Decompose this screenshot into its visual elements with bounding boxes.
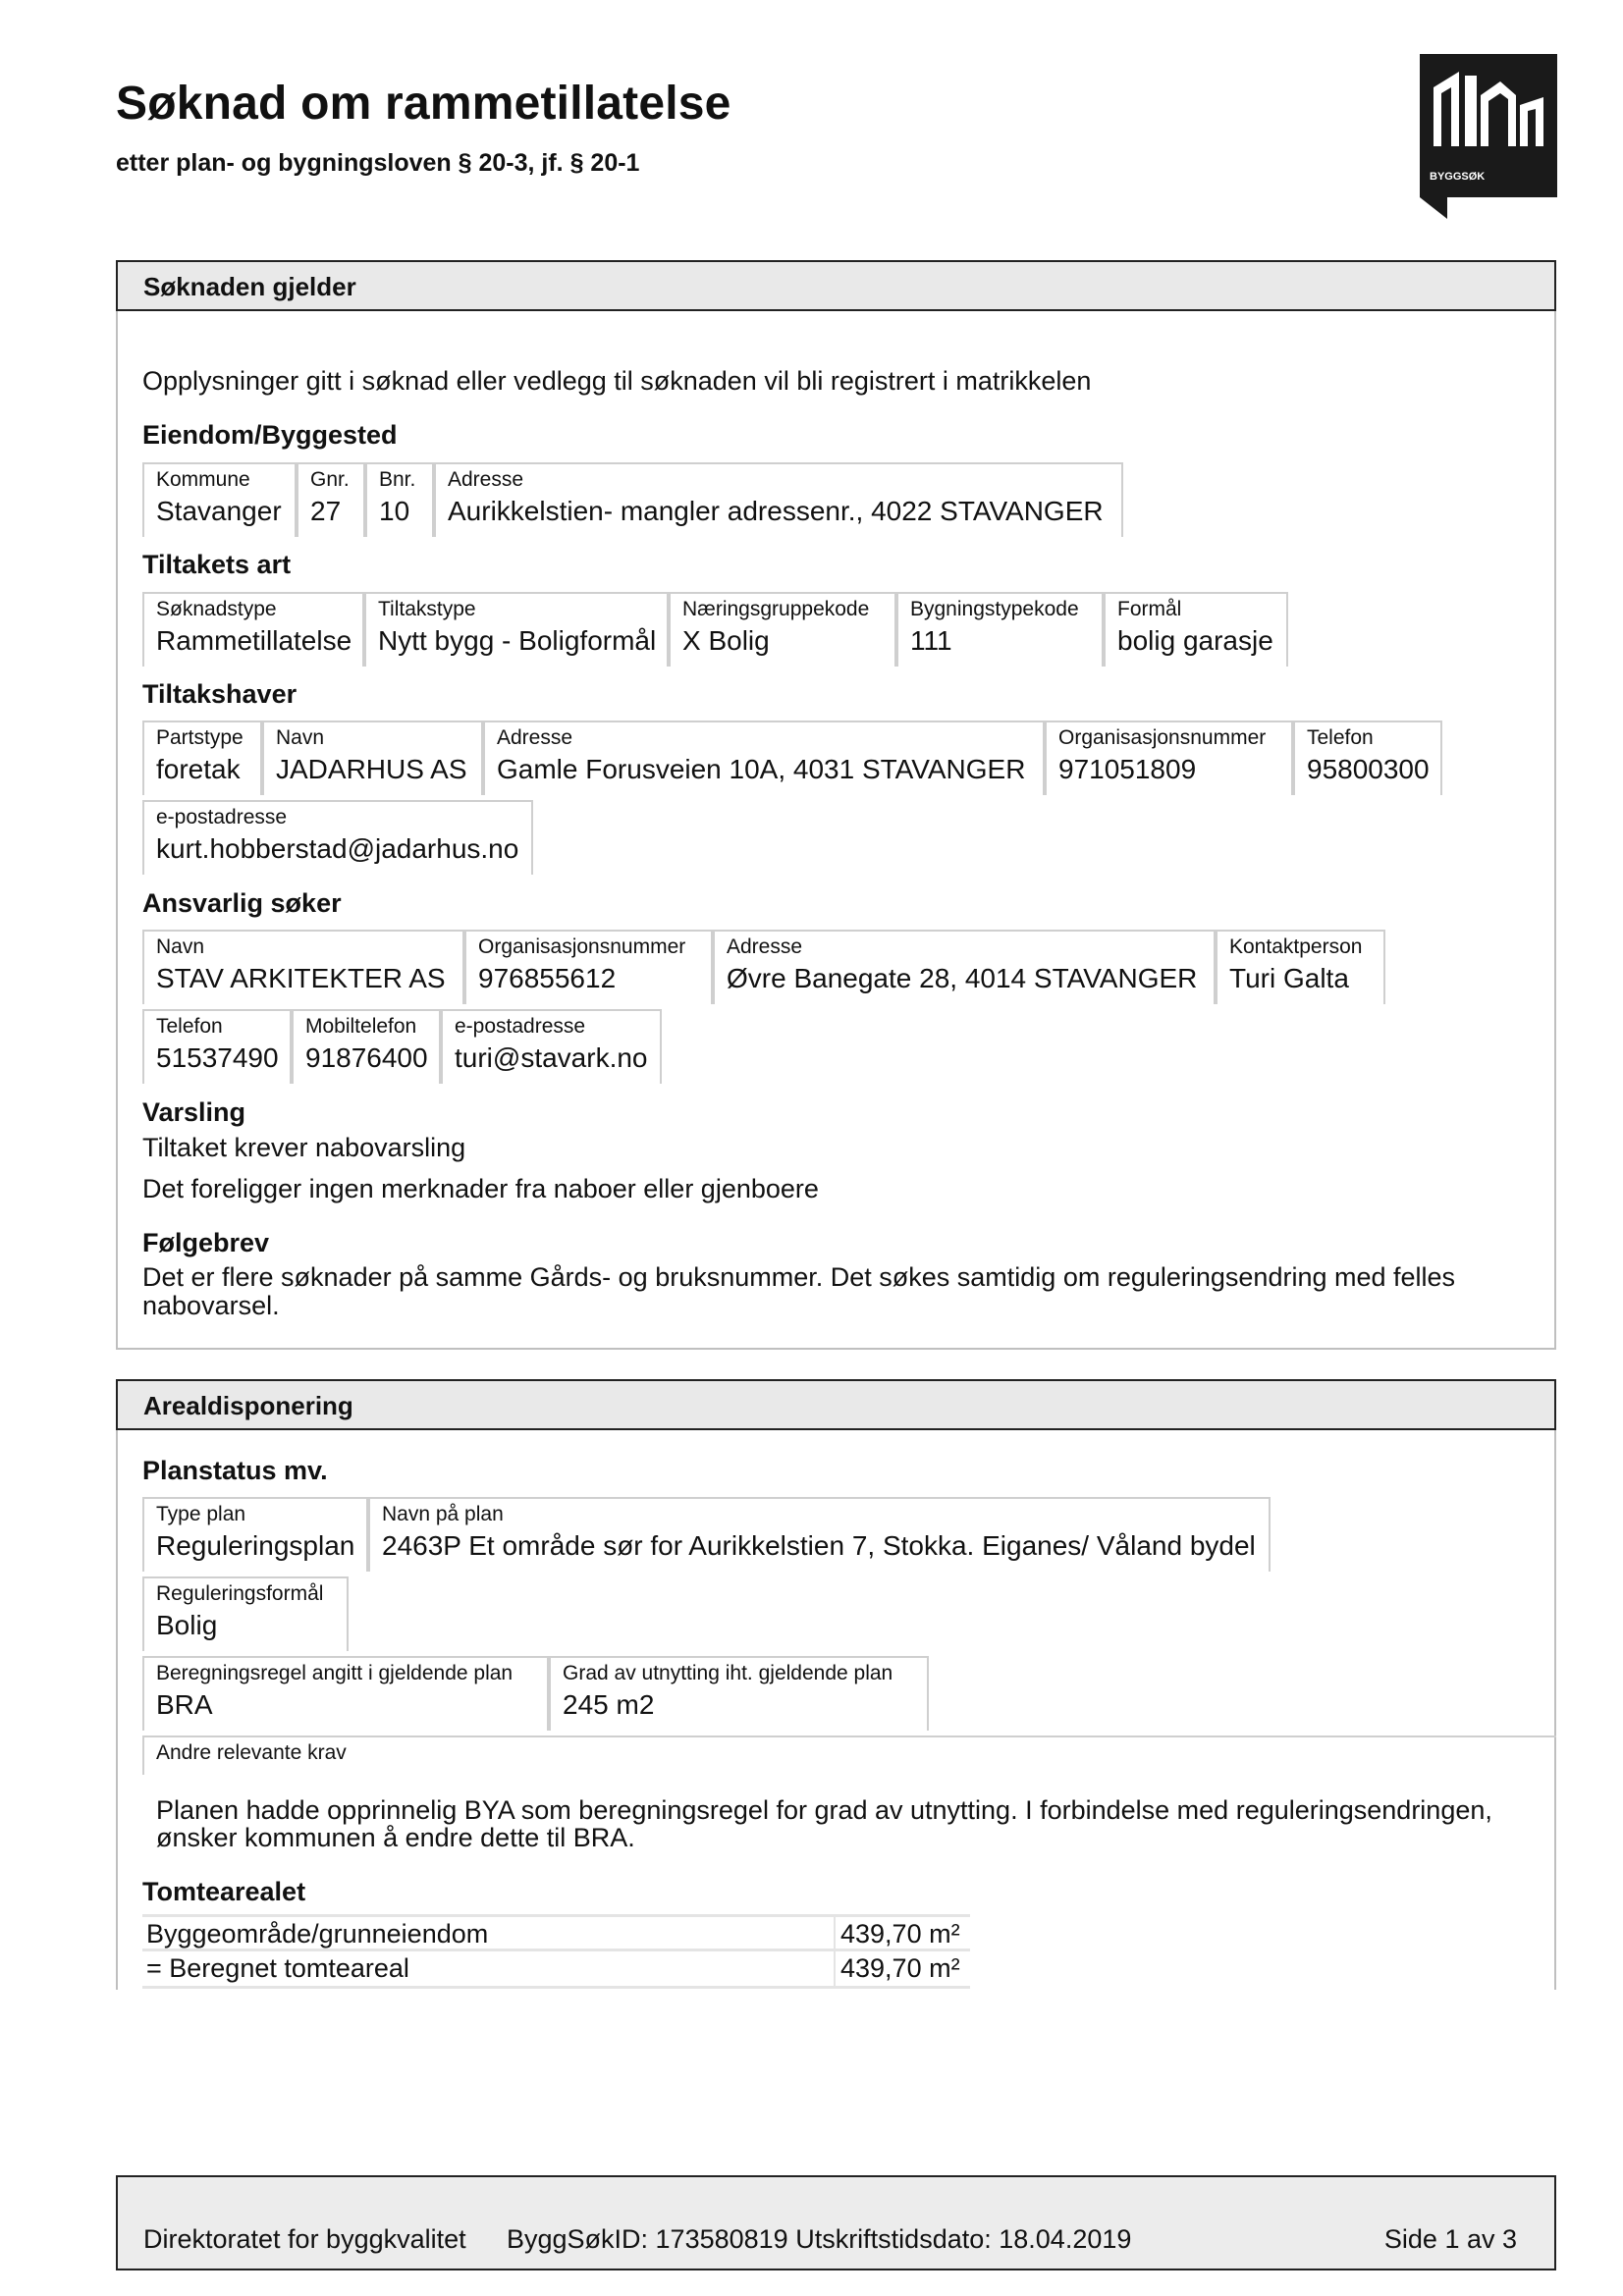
table-row <box>142 1914 970 1951</box>
tomteareal-row-label: Byggeområde/grunneiendom <box>146 1919 489 1949</box>
folgebrev-line2: nabovarsel. <box>142 1291 280 1320</box>
tiltakshaver-orgnr-value: 971051809 <box>1058 754 1197 784</box>
reguleringsformal-value: Bolig <box>156 1610 218 1640</box>
eiendom-adresse-value: Aurikkelstien- mangler adressenr., 4022 STAVANGER <box>448 496 1104 526</box>
tomteareal-heading: Tomtearealet <box>142 1877 306 1906</box>
ansvarlig-navn-label: Navn <box>156 935 205 958</box>
beregningsregel-value: BRA <box>156 1689 213 1720</box>
field-soknadstype <box>142 592 364 667</box>
formal-label: Formål <box>1117 598 1182 620</box>
column-divider <box>834 1951 836 1989</box>
field-partstype <box>142 721 262 795</box>
field-ansvarlig-orgnr <box>464 930 713 1004</box>
field-ansvarlig-adresse <box>713 930 1216 1004</box>
document-subtitle: etter plan- og bygningsloven § 20-3, jf. § 20-1 <box>116 149 640 177</box>
reguleringsformal-label: Reguleringsformål <box>156 1582 324 1605</box>
gnr-value: 27 <box>310 496 342 526</box>
bnr-label: Bnr. <box>379 468 416 491</box>
folgebrev-heading: Følgebrev <box>142 1228 270 1257</box>
andre-krav-label: Andre relevante krav <box>156 1741 347 1764</box>
varsling-line1: Tiltaket krever nabovarsling <box>142 1133 466 1162</box>
tiltakshaver-navn-label: Navn <box>276 726 325 749</box>
type-plan-label: Type plan <box>156 1503 246 1525</box>
tiltakshaver-navn-value: JADARHUS AS <box>276 754 467 784</box>
field-andre-krav <box>142 1735 1556 1775</box>
footer-page-number: Side 1 av 3 <box>1383 2224 1517 2254</box>
beregningsregel-label: Beregningsregel angitt i gjeldende plan <box>156 1662 514 1684</box>
byggsok-logo <box>1420 54 1557 221</box>
field-navn-plan <box>368 1497 1271 1572</box>
ansvarlig-epost-value: turi@stavark.no <box>455 1042 648 1073</box>
field-gnr <box>297 462 365 537</box>
logo-text: BYGGSØK <box>1430 171 1486 183</box>
tiltakshaver-orgnr-label: Organisasjonsnummer <box>1058 726 1267 749</box>
eiendom-adresse-label: Adresse <box>448 468 524 491</box>
matrikkel-intro: Opplysninger gitt i søknad eller vedlegg til søknaden vil bli registrert i matrikkelen <box>142 366 1092 396</box>
varsling-heading: Varsling <box>142 1097 246 1127</box>
andre-krav-line1: Planen hadde opprinnelig BYA som beregningsregel for grad av utnytting. I forbindelse med reguleringsendringen, <box>156 1795 1492 1825</box>
kontaktperson-label: Kontaktperson <box>1229 935 1363 958</box>
bygningstypekode-value: 111 <box>910 625 952 656</box>
field-eiendom-adresse <box>434 462 1123 537</box>
field-type-plan <box>142 1497 368 1572</box>
ansvarlig-telefon-label: Telefon <box>156 1015 223 1038</box>
ansvarlig-orgnr-label: Organisasjonsnummer <box>478 935 686 958</box>
field-tiltakshaver-navn <box>262 721 483 795</box>
tiltakshaver-epost-value: kurt.hobberstad@jadarhus.no <box>156 833 519 864</box>
folgebrev-line1: Det er flere søknader på samme Gårds- og bruksnummer. Det søkes samtidig om reguleringsendring med felles <box>142 1262 1456 1292</box>
tiltakshaver-heading: Tiltakshaver <box>142 679 298 709</box>
field-grad-utnytting <box>549 1656 929 1731</box>
footer-byggsok-id: ByggSøkID: 173580819 Utskriftstidsdato: 18.04.2019 <box>507 2224 1132 2254</box>
footer-organization: Direktoratet for byggkvalitet <box>143 2224 466 2254</box>
bygningstypekode-label: Bygningstypekode <box>910 598 1079 620</box>
field-ansvarlig-epost <box>441 1009 662 1084</box>
tiltak-heading: Tiltakets art <box>142 550 292 579</box>
field-mobiltelefon <box>292 1009 441 1084</box>
bnr-value: 10 <box>379 496 410 526</box>
tiltakstype-label: Tiltakstype <box>378 598 476 620</box>
field-ansvarlig-navn <box>142 930 464 1004</box>
field-reguleringsformal <box>142 1576 349 1651</box>
tomteareal-row-value: 439,70 m² <box>840 1919 960 1949</box>
field-tiltakshaver-adresse <box>483 721 1045 795</box>
grad-utnytting-value: 245 m2 <box>563 1689 655 1720</box>
document-title: Søknad om rammetillatelse <box>116 78 731 130</box>
eiendom-heading: Eiendom/Byggested <box>142 420 398 450</box>
field-kontaktperson <box>1216 930 1385 1004</box>
ansvarlig-orgnr-value: 976855612 <box>478 963 617 993</box>
navn-plan-value: 2463P Et område sør for Aurikkelstien 7, Stokka. Eiganes/ Våland bydel <box>382 1530 1256 1561</box>
tomteareal-row-label: = Beregnet tomteareal <box>146 1953 409 1983</box>
kommune-label: Kommune <box>156 468 250 491</box>
gnr-label: Gnr. <box>310 468 350 491</box>
field-tiltakshaver-epost <box>142 800 533 875</box>
soknadstype-value: Rammetillatelse <box>156 625 352 656</box>
ansvarlig-telefon-value: 51537490 <box>156 1042 279 1073</box>
ansvarlig-heading: Ansvarlig søker <box>142 888 342 918</box>
tiltakshaver-adresse-value: Gamle Forusveien 10A, 4031 STAVANGER <box>497 754 1026 784</box>
field-tiltakshaver-orgnr <box>1045 721 1293 795</box>
field-bygningstypekode <box>896 592 1104 667</box>
page-footer <box>116 2175 1556 2270</box>
ansvarlig-adresse-value: Øvre Banegate 28, 4014 STAVANGER <box>727 963 1198 993</box>
tiltakshaver-adresse-label: Adresse <box>497 726 573 749</box>
field-tiltakstype <box>364 592 669 667</box>
kontaktperson-value: Turi Galta <box>1229 963 1349 993</box>
partstype-label: Partstype <box>156 726 243 749</box>
andre-krav-line2: ønsker kommunen å endre dette til BRA. <box>156 1823 635 1852</box>
column-divider <box>834 1917 836 1954</box>
field-beregningsregel <box>142 1656 549 1731</box>
field-formal <box>1104 592 1288 667</box>
table-row <box>142 1951 970 1989</box>
navn-plan-label: Navn på plan <box>382 1503 504 1525</box>
soknadstype-label: Søknadstype <box>156 598 277 620</box>
formal-value: bolig garasje <box>1117 625 1273 656</box>
mobiltelefon-value: 91876400 <box>305 1042 428 1073</box>
field-kommune <box>142 462 297 537</box>
planstatus-heading: Planstatus mv. <box>142 1456 328 1485</box>
grad-utnytting-label: Grad av utnytting iht. gjeldende plan <box>563 1662 893 1684</box>
field-tiltakshaver-telefon <box>1293 721 1442 795</box>
tiltakshaver-epost-label: e-postadresse <box>156 806 288 828</box>
field-bnr <box>365 462 434 537</box>
varsling-line2: Det foreligger ingen merknader fra naboer eller gjenboere <box>142 1174 819 1203</box>
section-soknaden-header: Søknaden gjelder <box>116 260 1556 311</box>
ansvarlig-epost-label: e-postadresse <box>455 1015 586 1038</box>
field-ansvarlig-telefon <box>142 1009 292 1084</box>
tiltakshaver-telefon-value: 95800300 <box>1307 754 1430 784</box>
kommune-value: Stavanger <box>156 496 282 526</box>
field-naeringsgruppekode <box>669 592 896 667</box>
tiltakstype-value: Nytt bygg - Boligformål <box>378 625 657 656</box>
type-plan-value: Reguleringsplan <box>156 1530 355 1561</box>
tomteareal-row-value: 439,70 m² <box>840 1953 960 1983</box>
naeringsgruppekode-label: Næringsgruppekode <box>682 598 870 620</box>
tiltakshaver-telefon-label: Telefon <box>1307 726 1374 749</box>
mobiltelefon-label: Mobiltelefon <box>305 1015 417 1038</box>
ansvarlig-adresse-label: Adresse <box>727 935 803 958</box>
section-areal-header: Arealdisponering <box>116 1379 1556 1430</box>
naeringsgruppekode-value: X Bolig <box>682 625 770 656</box>
ansvarlig-navn-value: STAV ARKITEKTER AS <box>156 963 446 993</box>
partstype-value: foretak <box>156 754 241 784</box>
